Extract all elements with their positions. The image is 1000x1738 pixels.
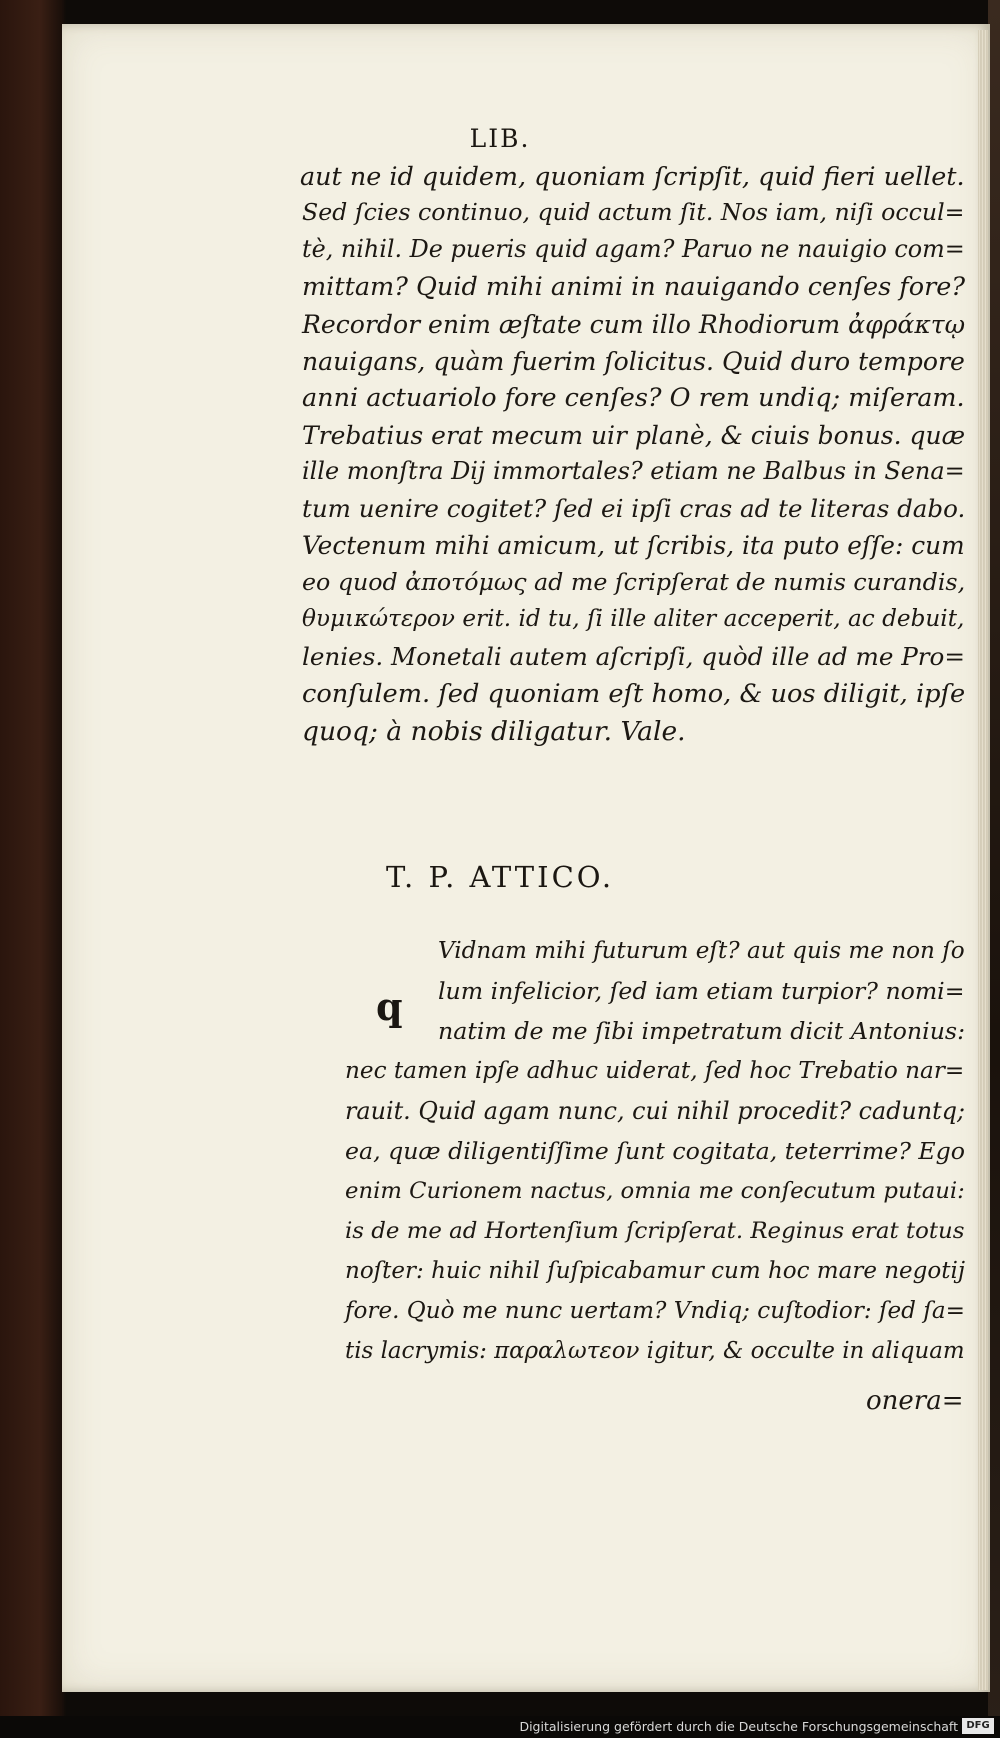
letter2-line: natim de me ſibi impetratum dicit Antonius: xyxy=(438,1017,966,1045)
letter1-line: tum uenire cogitet? ſed ei ipſi cras ad te literas dabo. xyxy=(302,494,966,523)
letter1-line: Sed ſcies continuo, quid actum ſit. Nos iam, niſi occul= xyxy=(302,198,965,226)
letter1-line: ille monſtra Dij immortales? etiam ne Balbus in Sena= xyxy=(302,457,965,485)
letter2-line: Vidnam mihi futurum eſt? aut quis me non ſo xyxy=(438,938,965,964)
letter1-line: θυμικώτερον erit. id tu, ſi ille aliter acceperit, ac debuit, xyxy=(302,606,965,632)
letter2-line: enim Curionem nactus, omnia me conſecutum putaui: xyxy=(345,1178,965,1204)
letter2-line: ea, quæ diligentiſſime ſunt cogitata, teterrime? Ego xyxy=(345,1137,965,1165)
letter2-line: nec tamen ipſe adhuc uiderat, ſed hoc Trebatio nar= xyxy=(345,1058,965,1084)
letter1-line: quoq; à nobis diligatur. Vale. xyxy=(302,716,686,747)
letter2-line: noſter: huic nihil ſuſpicabamur cum hoc mare negotij xyxy=(345,1258,965,1284)
letter1-line: nauigans, quàm fuerim ſolicitus. Quid duro tempore xyxy=(302,347,965,376)
letter1-line: anni actuariolo fore cenſes? O rem undiq; miſeram. xyxy=(302,383,965,413)
letter1-line: tè, nihil. De pueris quid agam? Paruo ne nauigio com= xyxy=(302,235,965,263)
letter2-line: tis lacrymis: παραλωτεον igitur, & occulte in aliquam xyxy=(345,1338,965,1364)
letter1-line: lenies. Monetali autem aſcripſi, quòd ille ad me Pro= xyxy=(302,642,965,671)
letter1-line: Vectenum mihi amicum, ut ſcribis, ita puto eſſe: cum xyxy=(302,531,965,560)
initial-letter: q xyxy=(376,984,403,1029)
running-head: LIB. xyxy=(469,124,531,153)
letter1-line: aut ne id quidem, quoniam ſcripſit, quid fieri uellet. xyxy=(300,161,965,191)
letter1-line: Recordor enim æſtate cum illo Rhodiorum ἀφράκτῳ xyxy=(302,310,966,339)
letter2-line: lum infelicior, ſed iam etiam turpior? nomi= xyxy=(438,977,965,1005)
letter1-line: conſulem. ſed quoniam eſt homo, & uos diligit, ipſe xyxy=(302,679,966,709)
letter1-line: eo quod ἀποτόμως ad me ſcripſerat de numis curandis, xyxy=(302,568,966,596)
catchword: onera= xyxy=(866,1386,964,1416)
letter2-line: is de me ad Hortenſium ſcripſerat. Reginus erat totus xyxy=(345,1218,965,1244)
dfg-logo-icon: DFG xyxy=(962,1718,994,1734)
letter-heading: T. P. ATTICO. xyxy=(385,860,615,894)
letter2-line: rauit. Quid agam nunc, cui nihil procedit? caduntq; xyxy=(345,1097,965,1125)
footer-credit: Digitalisierung gefördert durch die Deutsche Forschungsgemeinschaft xyxy=(519,1719,958,1734)
letter1-line: Trebatius erat mecum uir planè, & ciuis bonus. quæ xyxy=(302,421,966,450)
letter2-line: fore. Quò me nunc uertam? Vndiq; cuſtodior: ſed ſa= xyxy=(345,1298,965,1324)
letter1-line: mittam? Quid mihi animi in nauigando cenſes fore? xyxy=(302,272,966,302)
